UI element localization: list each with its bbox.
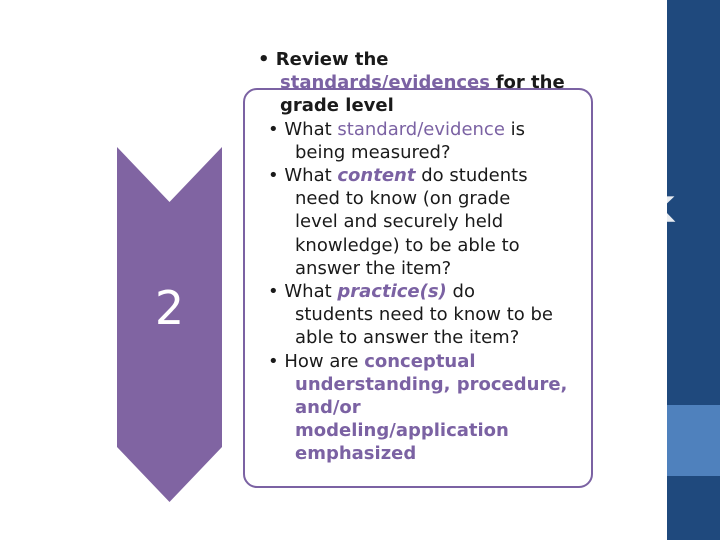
step-number: 2 xyxy=(154,281,185,335)
list-item: • Review the xyxy=(258,49,389,70)
list-item: • How are conceptual xyxy=(268,350,476,372)
background-title: Task xyxy=(560,179,675,233)
bullet-glyph: • xyxy=(268,350,279,372)
bullet-glyph: • xyxy=(268,118,279,140)
bullet-glyph: • xyxy=(268,165,279,187)
list-item: • What content do students xyxy=(268,165,528,187)
list-item: • What standard/evidence is xyxy=(268,118,526,140)
bullet-glyph: • xyxy=(268,281,279,303)
bullet-glyph: • xyxy=(258,49,270,70)
bullet-list: • Review the standards/evidences for the grade level • What standard/evidence is being measured? • What content do students need to know (on grade level and securely held knowledge) to be able to answer the item? • What practice(s) do students need to know to be able to answer the item? • How are conceptual understanding, procedure, and/or modeling/application emphasized xyxy=(258,48,588,466)
list-item: • What practice(s) do xyxy=(268,281,475,303)
side-bar-light xyxy=(667,405,720,476)
